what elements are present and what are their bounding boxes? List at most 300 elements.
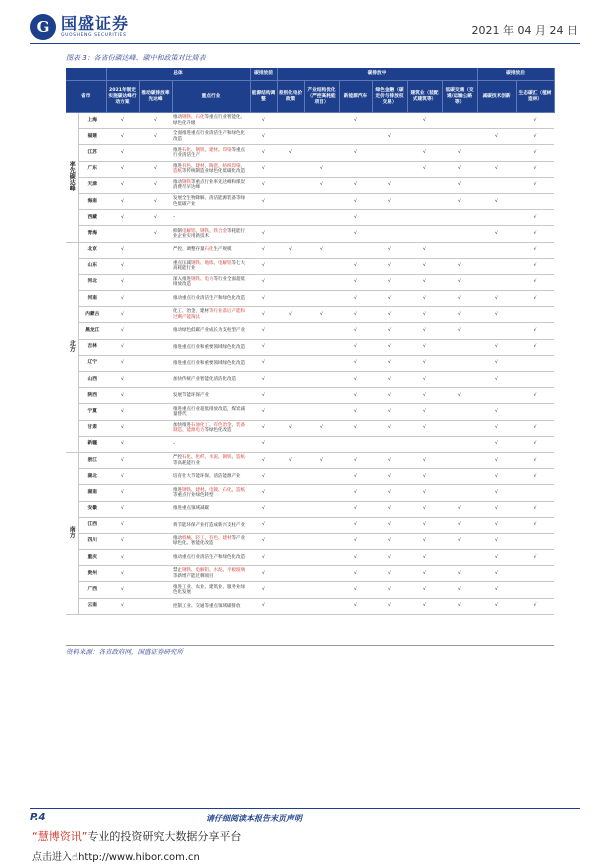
check-mark: √ xyxy=(458,149,462,155)
industry-cell xyxy=(172,550,250,566)
check-cell xyxy=(106,129,139,145)
check-cell xyxy=(277,258,304,274)
check-cell xyxy=(516,355,554,371)
check-mark: √ xyxy=(354,457,358,463)
check-mark: √ xyxy=(320,425,324,431)
column-header-carbon-sink: 生态碳汇（植树造林） xyxy=(516,81,554,113)
industry-text: 、 xyxy=(204,536,209,542)
check-cell xyxy=(372,533,407,549)
check-cell xyxy=(339,307,372,323)
check-cell xyxy=(277,598,304,614)
page-number: P.4 xyxy=(30,812,46,823)
check-mark: √ xyxy=(154,182,157,188)
industry-text: 发展全生物降解、清洁能源装备等绿色低碳产业 xyxy=(173,196,245,207)
table-row xyxy=(66,177,554,193)
industry-text: 水泥 xyxy=(213,568,223,574)
check-mark: √ xyxy=(423,425,427,431)
table-caption: 图表 3：各省份碳达峰、碳中和政策对比简表 xyxy=(66,54,206,62)
province-cell: 内蒙古 xyxy=(78,307,106,323)
check-mark: √ xyxy=(533,457,537,463)
industry-text: 、 xyxy=(231,422,236,428)
check-cell xyxy=(106,323,139,339)
check-cell xyxy=(407,307,442,323)
check-cell xyxy=(250,242,277,258)
check-mark: √ xyxy=(533,247,537,253)
check-mark: √ xyxy=(458,603,462,609)
industry-text: 培育壮大节能环保、清洁能源产业 xyxy=(173,474,241,480)
check-cell xyxy=(407,177,442,193)
industry-text: 、 xyxy=(191,568,196,574)
check-mark: √ xyxy=(388,198,392,204)
check-cell xyxy=(139,517,172,533)
check-mark: √ xyxy=(289,457,293,463)
logo-chinese-name: 国盛证券 xyxy=(61,14,130,33)
check-cell xyxy=(106,274,139,290)
check-cell xyxy=(442,517,477,533)
check-mark: √ xyxy=(262,133,266,139)
check-cell xyxy=(304,323,339,339)
check-cell xyxy=(407,339,442,355)
column-header-construction: 建筑业（装配式建筑等） xyxy=(407,81,442,113)
province-cell: 四川 xyxy=(78,533,106,549)
check-mark: √ xyxy=(320,457,324,463)
industry-text: 建材 xyxy=(195,487,205,493)
source-divider xyxy=(66,645,554,646)
industry-text: 化纤 xyxy=(195,455,205,461)
check-cell xyxy=(477,550,516,566)
industry-text: 有色 xyxy=(182,163,191,169)
check-cell xyxy=(372,145,407,161)
group-header-pre-emission: 碳排放前 xyxy=(250,68,277,81)
check-cell xyxy=(477,420,516,436)
check-cell xyxy=(372,113,407,129)
province-cell: 广西 xyxy=(78,582,106,598)
check-cell xyxy=(139,566,172,582)
check-cell xyxy=(139,533,172,549)
check-cell xyxy=(304,258,339,274)
check-cell xyxy=(250,485,277,501)
industry-text: 装备制造 xyxy=(173,422,245,434)
column-header-nev: 新能源汽车 xyxy=(339,81,372,113)
check-cell xyxy=(277,582,304,598)
check-mark: √ xyxy=(495,441,499,447)
industry-text: 等重点行业绿色转型 xyxy=(173,492,214,498)
industry-text: 等行业落后产能和过剩产能淘汰 xyxy=(173,309,245,320)
check-mark: √ xyxy=(533,214,537,220)
check-cell xyxy=(372,291,407,307)
check-cell xyxy=(372,501,407,517)
industry-text: 推进 xyxy=(173,163,182,169)
table-row xyxy=(66,226,554,242)
check-mark: √ xyxy=(354,328,358,334)
industry-text: 推进重点领域减碳 xyxy=(173,506,209,512)
industry-text: 等重点行业智能化、绿色化升级 xyxy=(173,115,245,126)
check-cell xyxy=(477,145,516,161)
check-cell xyxy=(339,145,372,161)
province-cell: 宁夏 xyxy=(78,404,106,420)
table-row xyxy=(66,420,554,436)
check-mark: √ xyxy=(289,247,293,253)
check-cell xyxy=(304,291,339,307)
industry-text: 钢铁 xyxy=(191,260,200,266)
check-mark: √ xyxy=(388,360,392,366)
check-cell xyxy=(339,291,372,307)
check-mark: √ xyxy=(121,506,124,512)
check-cell xyxy=(277,145,304,161)
industry-text: 严控 xyxy=(173,455,182,461)
check-cell xyxy=(277,242,304,258)
industry-cell xyxy=(172,485,250,501)
check-cell xyxy=(277,501,304,517)
check-cell xyxy=(442,177,477,193)
check-cell xyxy=(304,226,339,242)
industry-text: 电镀 xyxy=(209,487,218,493)
company-logo xyxy=(30,14,129,40)
check-mark: √ xyxy=(495,295,499,301)
check-mark: √ xyxy=(121,522,124,528)
province-cell: 湖北 xyxy=(78,469,106,485)
check-cell xyxy=(139,113,172,129)
table-row xyxy=(66,161,554,177)
check-cell xyxy=(477,177,516,193)
check-mark: √ xyxy=(458,538,462,544)
watermark-click-label: 点击进入 xyxy=(32,852,72,863)
check-cell xyxy=(106,550,139,566)
check-cell xyxy=(407,274,442,290)
check-cell xyxy=(442,485,477,501)
check-cell xyxy=(372,388,407,404)
check-cell xyxy=(516,193,554,209)
industry-cell xyxy=(172,355,250,371)
industry-text: 石油化工 xyxy=(191,422,209,428)
watermark-close-quote: ” xyxy=(81,830,88,843)
check-cell xyxy=(106,307,139,323)
check-mark: √ xyxy=(495,360,499,366)
check-cell xyxy=(139,452,172,468)
industry-cell xyxy=(172,420,250,436)
check-cell xyxy=(304,113,339,129)
check-mark: √ xyxy=(262,506,266,512)
industry-text: 等产业绿色化、智能化改造 xyxy=(173,536,245,547)
check-mark: √ xyxy=(121,538,124,544)
check-mark: √ xyxy=(121,570,124,576)
check-cell xyxy=(139,501,172,517)
check-cell xyxy=(250,145,277,161)
industry-cell xyxy=(172,258,250,274)
check-cell xyxy=(304,372,339,388)
check-mark: √ xyxy=(320,247,324,253)
check-cell xyxy=(407,436,442,452)
province-cell: 云南 xyxy=(78,598,106,614)
check-cell xyxy=(372,193,407,209)
check-cell xyxy=(139,598,172,614)
table-row xyxy=(66,339,554,355)
check-mark: √ xyxy=(495,198,499,204)
check-cell xyxy=(106,258,139,274)
check-cell xyxy=(516,307,554,323)
check-mark: √ xyxy=(533,473,537,479)
check-mark: √ xyxy=(262,328,266,334)
check-mark: √ xyxy=(121,279,124,285)
industry-text: 抑制 xyxy=(173,228,182,234)
check-mark: √ xyxy=(533,263,537,269)
industry-cell xyxy=(172,210,250,226)
check-mark: √ xyxy=(423,263,427,269)
industry-text: 、 xyxy=(182,309,187,315)
industry-text: 钢铁 xyxy=(191,277,200,283)
table-row xyxy=(66,258,554,274)
check-cell xyxy=(372,469,407,485)
check-mark: √ xyxy=(423,473,427,479)
check-cell xyxy=(516,436,554,452)
check-mark: √ xyxy=(495,587,499,593)
table-row xyxy=(66,388,554,404)
industry-cell xyxy=(172,566,250,582)
province-cell: 贵州 xyxy=(78,566,106,582)
check-mark: √ xyxy=(354,506,358,512)
check-mark: √ xyxy=(262,230,266,236)
check-mark: √ xyxy=(458,279,462,285)
check-cell xyxy=(139,485,172,501)
column-header-energy-structure: 能源结构调整 xyxy=(250,81,277,113)
industry-cell xyxy=(172,129,250,145)
check-mark: √ xyxy=(423,344,427,350)
industry-text: 钢铁 xyxy=(182,179,191,185)
check-cell xyxy=(304,550,339,566)
industry-cell xyxy=(172,193,250,209)
check-cell xyxy=(250,404,277,420)
check-cell xyxy=(407,372,442,388)
check-mark: √ xyxy=(533,392,537,398)
column-header-diff-price: 差别化电价政策 xyxy=(277,81,304,113)
check-mark: √ xyxy=(495,376,499,382)
industry-text: 生产规模 xyxy=(213,247,232,253)
check-cell xyxy=(304,129,339,145)
check-mark: √ xyxy=(262,392,266,398)
check-mark: √ xyxy=(262,457,266,463)
check-cell xyxy=(372,485,407,501)
industry-text: 等重点行业率先达峰和煤炭消费尽早达峰 xyxy=(173,179,245,191)
check-cell xyxy=(442,501,477,517)
industry-cell xyxy=(172,339,250,355)
industry-cell xyxy=(172,372,250,388)
check-cell xyxy=(442,226,477,242)
check-cell xyxy=(442,420,477,436)
table-row xyxy=(66,598,554,614)
check-cell xyxy=(304,452,339,468)
check-mark: √ xyxy=(458,182,462,188)
check-cell xyxy=(339,339,372,355)
table-row xyxy=(66,469,554,485)
check-mark: √ xyxy=(354,392,358,398)
check-mark: √ xyxy=(533,506,537,512)
check-cell xyxy=(442,469,477,485)
check-mark: √ xyxy=(121,376,124,382)
check-cell xyxy=(277,533,304,549)
check-cell xyxy=(516,533,554,549)
check-mark: √ xyxy=(354,295,358,301)
check-mark: √ xyxy=(423,328,427,334)
table-row xyxy=(66,274,554,290)
table-row xyxy=(66,566,554,582)
check-cell xyxy=(250,113,277,129)
industry-text: 电力 xyxy=(204,277,214,283)
industry-cell xyxy=(172,517,250,533)
province-cell: 江苏 xyxy=(78,145,106,161)
industry-text: 钢铁 xyxy=(195,147,205,153)
check-mark: √ xyxy=(458,392,462,398)
check-cell xyxy=(407,582,442,598)
industry-text: 加快推进 xyxy=(173,422,191,428)
industry-text: 、 xyxy=(209,422,214,428)
industry-text: 电解铝 xyxy=(182,228,196,234)
check-cell xyxy=(339,355,372,371)
check-cell xyxy=(277,436,304,452)
industry-text: 造纸 xyxy=(236,487,245,493)
industry-text: 建材 xyxy=(195,163,205,169)
table-row xyxy=(66,582,554,598)
check-cell xyxy=(139,258,172,274)
check-cell xyxy=(516,226,554,242)
table-row xyxy=(66,307,554,323)
industry-text: 建材 xyxy=(209,147,218,153)
check-cell xyxy=(477,193,516,209)
check-cell xyxy=(407,550,442,566)
check-mark: √ xyxy=(262,279,266,285)
check-cell xyxy=(516,501,554,517)
check-cell xyxy=(106,485,139,501)
industry-text: 、 xyxy=(218,455,223,461)
check-cell xyxy=(372,582,407,598)
check-mark: √ xyxy=(154,133,157,139)
industry-text: 推进 xyxy=(173,147,182,153)
check-cell xyxy=(442,274,477,290)
check-mark: √ xyxy=(423,570,427,576)
check-mark: √ xyxy=(262,198,266,204)
watermark-link[interactable] xyxy=(32,848,200,863)
check-mark: √ xyxy=(289,425,293,431)
check-cell xyxy=(477,598,516,614)
check-mark: √ xyxy=(354,198,358,204)
check-mark: √ xyxy=(458,328,462,334)
check-cell xyxy=(372,258,407,274)
industry-text: 等耗能行业企业实用新技术 xyxy=(173,228,245,239)
check-cell xyxy=(477,566,516,582)
check-mark: √ xyxy=(121,149,124,155)
check-cell xyxy=(250,550,277,566)
check-mark: √ xyxy=(262,117,266,123)
check-mark: √ xyxy=(423,522,427,528)
check-cell xyxy=(139,274,172,290)
industry-text: 、 xyxy=(209,568,214,574)
check-cell xyxy=(106,436,139,452)
industry-cell xyxy=(172,598,250,614)
industry-text: 平板玻璃 xyxy=(227,568,245,574)
check-cell xyxy=(250,274,277,290)
check-mark: √ xyxy=(354,376,358,382)
industry-cell xyxy=(172,388,250,404)
check-cell xyxy=(407,242,442,258)
industry-text: 将节能环保产业打造成新兴支柱产业 xyxy=(173,522,245,528)
watermark-slogan xyxy=(32,828,241,844)
industry-text: 、 xyxy=(182,428,187,434)
check-cell xyxy=(407,161,442,177)
check-cell xyxy=(139,372,172,388)
check-cell xyxy=(372,161,407,177)
check-mark: √ xyxy=(121,263,124,269)
table-row xyxy=(66,129,554,145)
industry-text: 造纸 xyxy=(173,169,182,175)
check-mark: √ xyxy=(495,230,499,236)
check-mark: √ xyxy=(495,408,499,414)
industry-text: 深入推进 xyxy=(173,277,191,283)
check-cell xyxy=(442,258,477,274)
province-cell: 陕西 xyxy=(78,388,106,404)
check-mark: √ xyxy=(495,311,499,317)
check-mark: √ xyxy=(354,360,358,366)
industry-text: 机械 xyxy=(182,536,191,542)
check-cell xyxy=(477,242,516,258)
check-mark: √ xyxy=(423,408,427,414)
check-mark: √ xyxy=(423,392,427,398)
industry-text: 、 xyxy=(218,487,223,493)
check-cell xyxy=(339,598,372,614)
check-cell xyxy=(516,258,554,274)
check-mark: √ xyxy=(388,328,392,334)
check-cell xyxy=(304,469,339,485)
check-mark: √ xyxy=(388,376,392,382)
check-cell xyxy=(477,291,516,307)
check-cell xyxy=(250,566,277,582)
industry-text: 严控、调整存量 xyxy=(173,247,205,253)
check-mark: √ xyxy=(533,133,537,139)
check-mark: √ xyxy=(289,149,293,155)
check-cell xyxy=(372,129,407,145)
industry-text: 建材 xyxy=(222,536,232,542)
check-cell xyxy=(139,436,172,452)
check-cell xyxy=(516,566,554,582)
industry-text: 有色 xyxy=(209,536,218,542)
table-row xyxy=(66,210,554,226)
check-cell xyxy=(372,372,407,388)
industry-cell xyxy=(172,113,250,129)
industry-text: 造纸 xyxy=(236,455,245,461)
header-divider xyxy=(30,43,580,44)
check-cell xyxy=(442,210,477,226)
check-cell xyxy=(516,210,554,226)
check-cell xyxy=(277,469,304,485)
check-cell xyxy=(442,452,477,468)
industry-text: 、 xyxy=(191,163,196,169)
check-cell xyxy=(277,339,304,355)
check-cell xyxy=(339,177,372,193)
check-cell xyxy=(250,469,277,485)
check-cell xyxy=(516,323,554,339)
check-cell xyxy=(407,533,442,549)
check-cell xyxy=(106,404,139,420)
check-mark: √ xyxy=(388,522,392,528)
check-mark: √ xyxy=(423,311,427,317)
table-row xyxy=(66,533,554,549)
check-cell xyxy=(106,372,139,388)
check-cell xyxy=(250,193,277,209)
check-mark: √ xyxy=(533,149,537,155)
check-mark: √ xyxy=(354,408,358,414)
province-cell: 安徽 xyxy=(78,501,106,517)
check-cell xyxy=(106,177,139,193)
watermark-url[interactable]: http://www.hibor.com.cn xyxy=(78,852,200,863)
check-mark: √ xyxy=(354,344,358,350)
